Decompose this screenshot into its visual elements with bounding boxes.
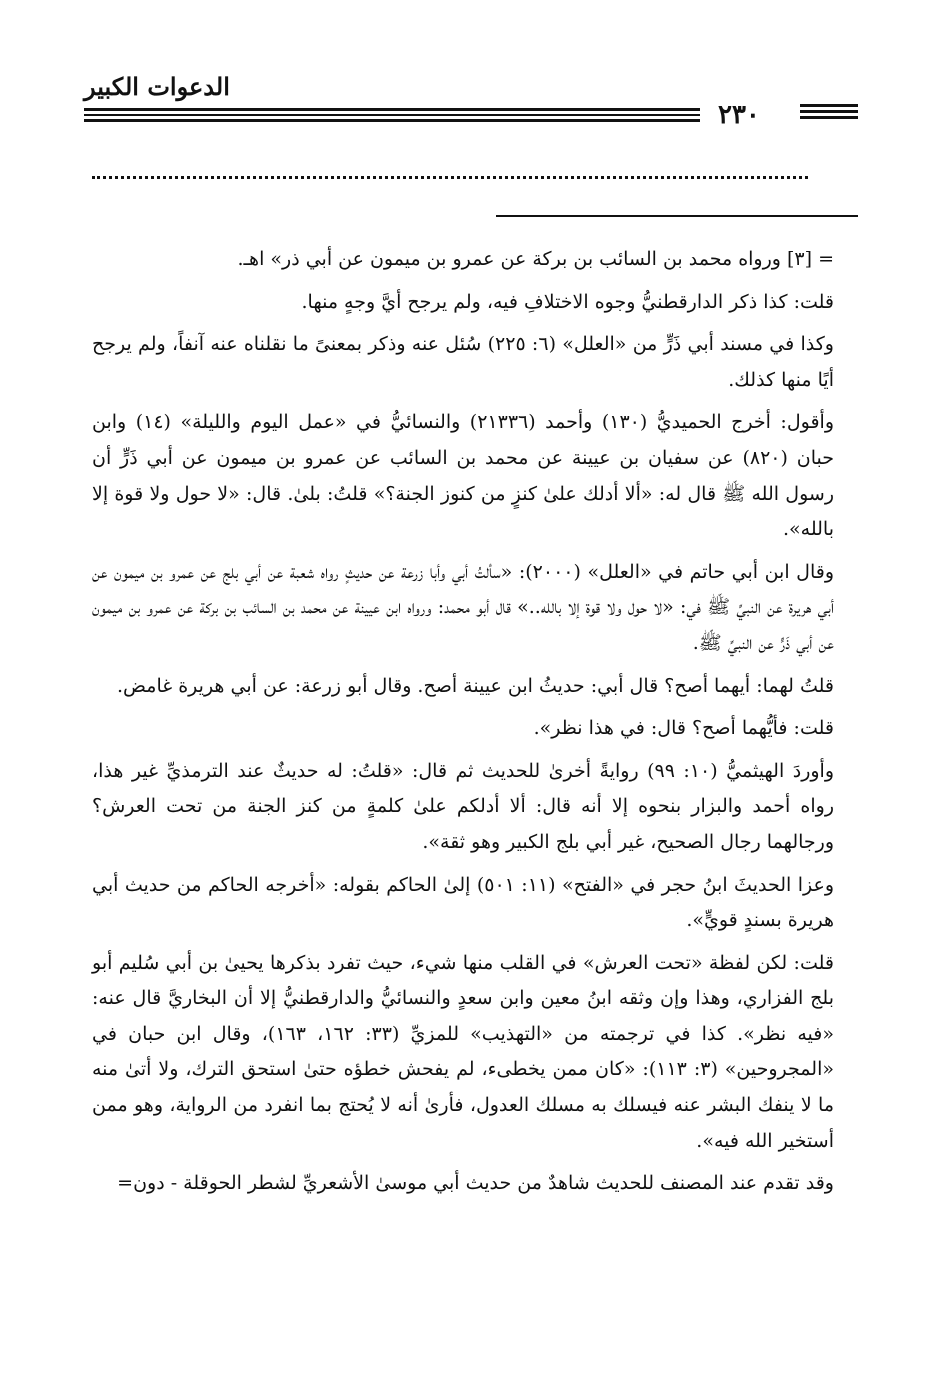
paragraph: وأوردَ الهيثميُّ (١٠: ٩٩) روايةً أخرىٰ للحديث ثم قال: «قلتُ: له حديثٌ عند الترمذيِّ غير هذا، رواه أحمد والبزار بنحوه إلا أنه قال: ألا أدلكم علىٰ كلمةٍ من كنز الجنة من تحت العرش؟ ورجالهما رجال الصحيح، غير أبي بلج الكبير وهو ثقة». xyxy=(92,759,834,853)
main-text-dotted-separator xyxy=(92,176,808,179)
paragraph: وكذا في مسند أبي ذَرٍّ من «العلل» (٦: ٢٢٥) سُئل عنه وذكر بمعنىً ما نقلناه عنه آنفاً، ولم يرجح أيًا منها كذلك. xyxy=(92,333,834,391)
paragraph: = [٣] ورواه محمد بن السائب بن بركة عن عمرو بن ميمون عن أبي ذر» اهـ. xyxy=(237,248,834,270)
paragraph: وقد تقدم عند المصنف للحديث شاهدٌ من حديث أبي موسىٰ الأشعريِّ لشطر الحوقلة - دون= xyxy=(117,1172,834,1195)
page-number: ٢٣٠ xyxy=(718,100,760,130)
footnote-text-block xyxy=(92,242,834,1209)
header-rule xyxy=(84,119,700,122)
paragraph: قلت: لكن لفظة «تحت العرش» في القلب منها شيء، حيث تفرد بذكرها يحيىٰ بن أبي سُليم أبو بلج الفزاري، وهذا وإن وثقه ابنُ معين وابن سعدٍ والنسائيُّ والدارقطنيُّ إلا أن البخاريَّ قال عنه: «فيه نظر». كذا في ترجمته من «التهذيب» للمزيِّ (٣٣: ١٦٢، ١٦٣)، وقال ابن حبان في «المجروحين» (٣: ١١٣): «كان ممن يخطىء، لم يفحش خطؤه حتىٰ استحق الترك، ولا أتىٰ منه ما لا ينفك البشر عنه فيسلك به مسلك العدول، فأرىٰ أنه لا يُحتج بما انفرد من الرواية، وهو ممن أستخير الله فيه». xyxy=(92,951,834,1152)
header-rule-short xyxy=(800,104,858,107)
paragraph: قلت: فأيُّهما أصح؟ قال: في هذا نظر». xyxy=(533,717,834,740)
paragraph: قلت: كذا ذكر الدارقطنيُّ وجوه الاختلافِ فيه، ولم يرجح أيَّ وجهٍ منها. xyxy=(301,290,834,313)
paragraph: وأقول: أخرج الحميديُّ (١٣٠) وأحمد (٢١٣٣٦) والنسائيُّ في «عمل اليوم والليلة» (١٤) وابن حبان (٨٢٠) عن سفيان بن عيينة عن محمد بن السائب عن عمرو بن ميمون عن أبي ذَرٍّ أن رسول الله ﷺ قال له: «ألا أدلك علىٰ كنزٍ من كنوز الجنة؟» قلتُ: بلىٰ. قال: «لا حول ولا قوة إلا بالله». xyxy=(92,411,834,541)
footnote-separator-rule xyxy=(496,215,858,217)
header-rule-short xyxy=(800,116,858,119)
running-header-title: الدعوات الكبير xyxy=(84,72,230,101)
paragraph: وقال ابن أبي حاتم في «العلل» (٢٠٠٠): «سألتُ أبي وأبا زرعة عن حديثٍ رواه شعبة عن أبي بلج عن عمرو بن ميمون عن أبي هريرة عن النبيِّ ﷺ في: «لا حول ولا قوة إلا بالله..» قال أبو محمد: ورواه ابن عيينة عن محمد بن السائب بن بركة عن عمرو بن ميمون عن أبي ذَرٍّ عن النبيِّ ﷺ. xyxy=(92,560,835,654)
header-rule xyxy=(84,114,700,116)
paragraph: وعزا الحديثَ ابنُ حجر في «الفتح» (١١: ٥٠١) إلىٰ الحاكم بقوله: «أخرجه الحاكم من حديث أبي هريرة بسندٍ قويٍّ». xyxy=(92,873,834,932)
header-rule xyxy=(84,108,700,111)
paragraph: قلتُ لهما: أيهما أصح؟ قال أبي: حديثُ ابن عيينة أصح. وقال أبو زرعة: عن أبي هريرة غامض. xyxy=(116,674,834,697)
header-rule-short xyxy=(800,110,858,113)
